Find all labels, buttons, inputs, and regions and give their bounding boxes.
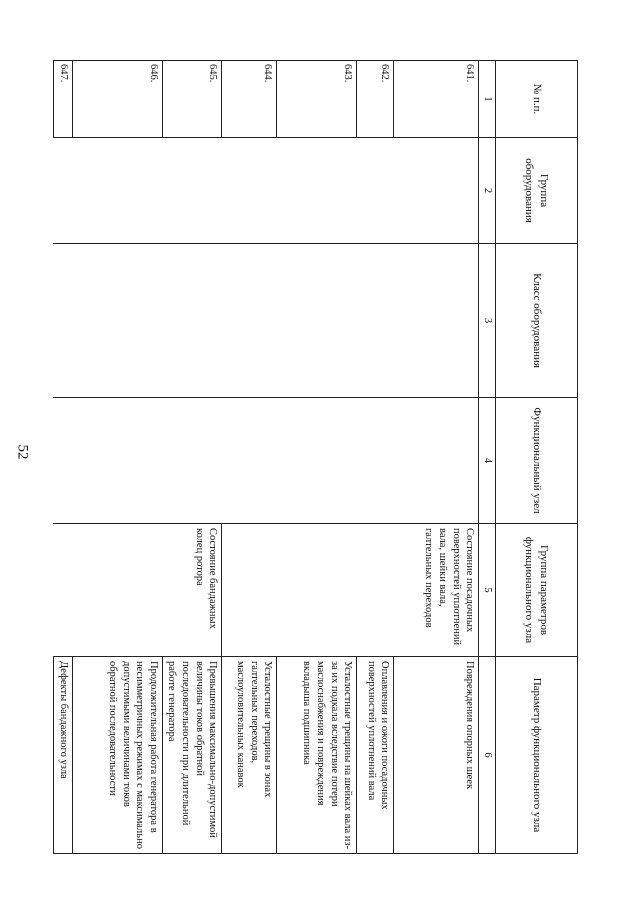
functional-unit-cell [53,398,72,524]
column-number: 1 [479,61,496,138]
functional-unit-cell [277,398,357,524]
column-number: 3 [479,244,496,398]
functional-unit-cell [162,398,222,524]
header-parameter-group: Группа параметров функционального узла [496,524,578,657]
parameter-group-cell: Состояние посадочных поверхностей уплотнений вала, шейки вала, галтельных переходов [394,524,479,657]
row-number: 641. [394,61,479,138]
equipment-class-cell [222,244,277,398]
row-number: 647. [53,61,72,138]
table-row [72,61,162,854]
column-number: 5 [479,524,496,657]
parameter-cell: Оплавления и ожоги посадочных поверхностей уплотнений вала [357,657,394,854]
header-row [496,61,578,854]
equipment-group-cell [162,138,222,244]
parameter-group-cell [222,524,277,657]
header-functional-unit: Функциональный узел [496,398,578,524]
equipment-group-cell [357,138,394,244]
functional-unit-cell [72,398,162,524]
parameter-group-cell [357,524,394,657]
parameter-cell: Усталостные трещины на шейках вала из-за их подкала вследствие потери маслоснабжения и повреждения вкладыша подшипника [277,657,357,854]
column-number: 2 [479,138,496,244]
column-number: 4 [479,398,496,524]
header-equipment-group: Группа оборудования [496,138,578,244]
column-number-row [479,61,496,854]
equipment-class-cell [53,244,72,398]
functional-unit-cell [357,398,394,524]
row-number: 644. [222,61,277,138]
header-equipment-class: Класс оборудования [496,244,578,398]
parameter-group-cell [277,524,357,657]
parameter-group-cell [53,524,72,657]
table-row [222,61,277,854]
equipment-class-cell [394,244,479,398]
row-number: 645. [162,61,222,138]
equipment-class-cell [357,244,394,398]
equipment-group-cell [222,138,277,244]
equipment-class-cell [277,244,357,398]
table-row [394,61,479,854]
equipment-group-cell [277,138,357,244]
row-number: 646. [72,61,162,138]
parameter-cell: Повреждения опорных шеек [394,657,479,854]
functional-unit-cell [222,398,277,524]
table-row [357,61,394,854]
page-number: 52 [14,444,31,460]
functional-unit-cell [394,398,479,524]
equipment-class-cell [72,244,162,398]
parameter-cell: Дефекты бандажного узла [53,657,72,854]
parameter-cell: Усталостные трещины в зонах галтельных переходов, маслоуловительных канавок [222,657,277,854]
column-number: 6 [479,657,496,854]
row-number: 642. [357,61,394,138]
equipment-class-cell [162,244,222,398]
header-number: № п.п. [496,61,578,138]
equipment-group-cell [394,138,479,244]
parameter-cell: Продолжительная работа генератора в несимметричных режимах с максимально допустимыми величинами токов обратной последовательности [72,657,162,854]
table-row [277,61,357,854]
table-row [162,61,222,854]
row-number: 643. [277,61,357,138]
parameter-group-cell: Состояние бандажных колец ротора [162,524,222,657]
parameter-cell: Превышения максимально-допустимой величины токов обратной последовательности при длительной работе генератора [162,657,222,854]
parameter-group-cell [72,524,162,657]
table-row [53,61,72,854]
equipment-group-cell [53,138,72,244]
equipment-parameters-table [53,60,578,854]
header-parameter: Параметр функционального узла [496,657,578,854]
equipment-group-cell [72,138,162,244]
